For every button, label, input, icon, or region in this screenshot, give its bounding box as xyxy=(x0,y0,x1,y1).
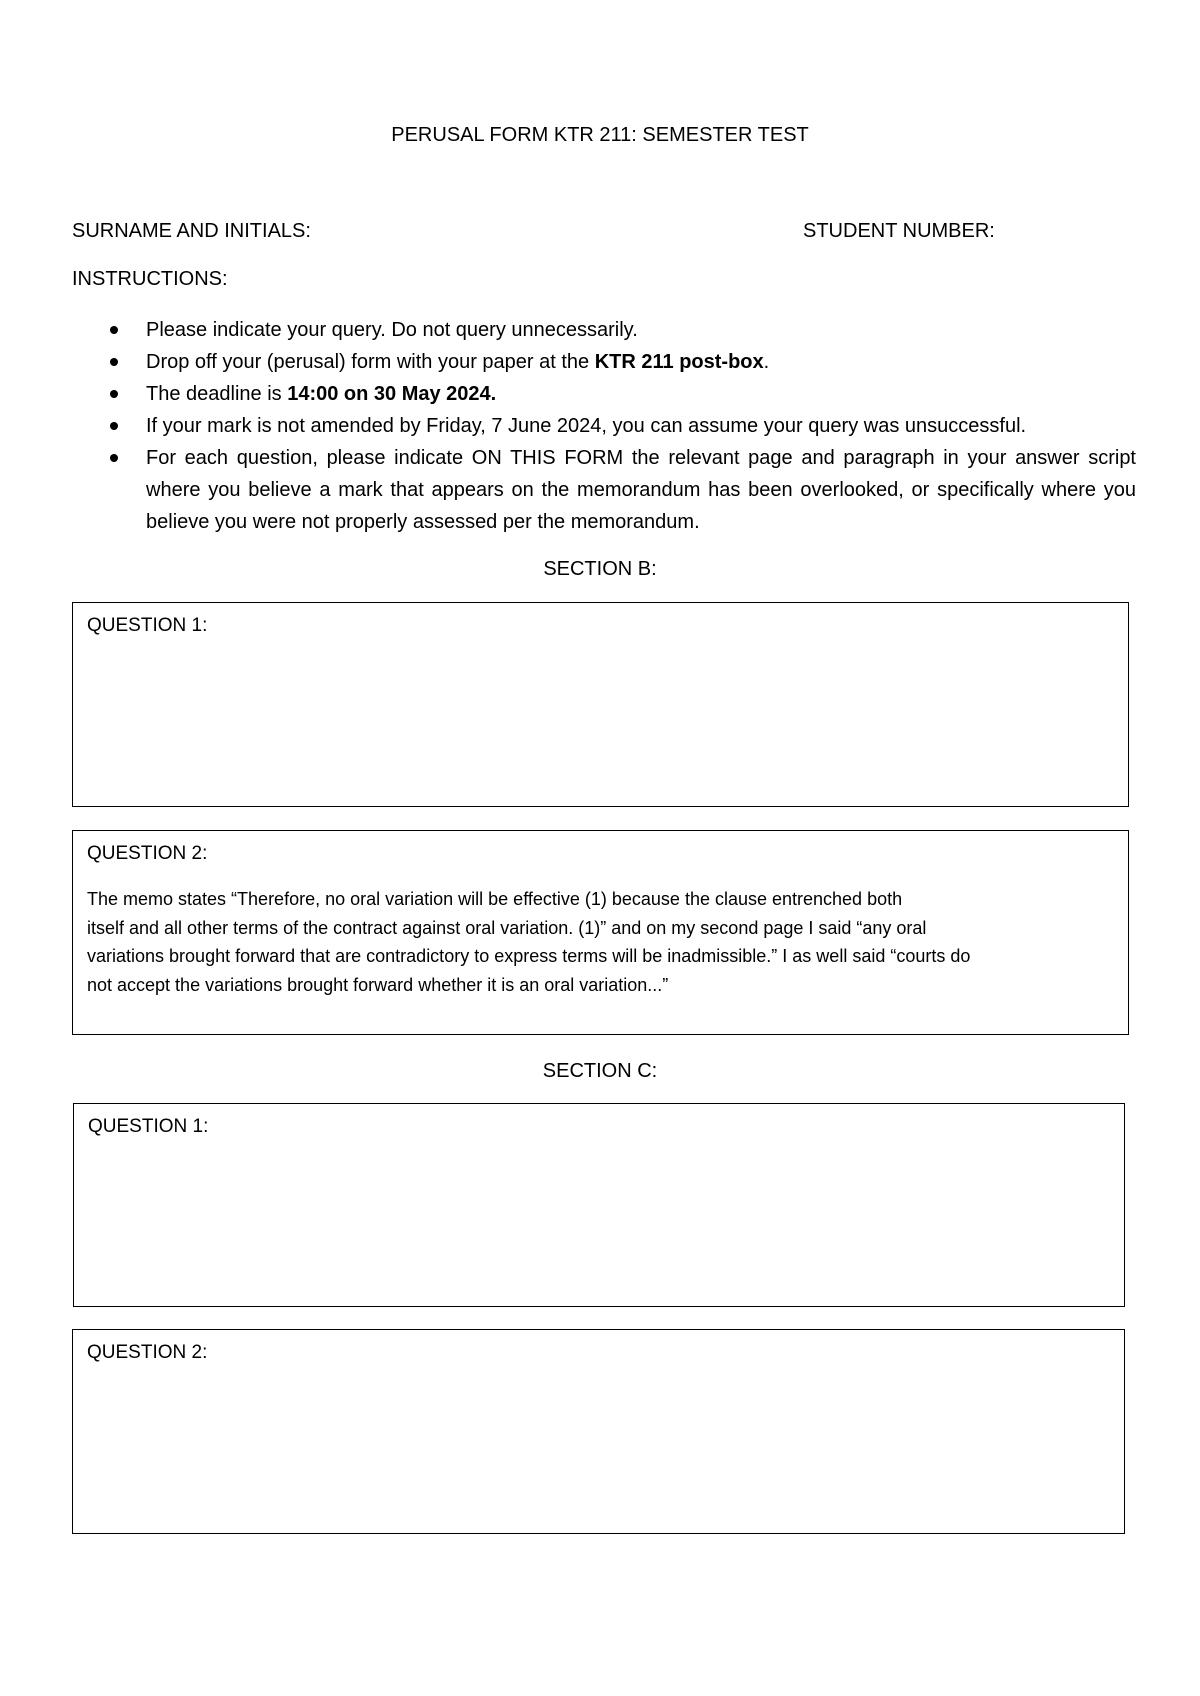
answer-line: not accept the variations brought forward whether it is an oral variation...” xyxy=(87,974,669,995)
answer-line: itself and all other terms of the contract against oral variation. (1)” and on my second page I said “any oral xyxy=(87,917,927,938)
answer-line: The memo states “Therefore, no oral variation will be effective (1) because the clause entrenched both xyxy=(87,889,903,909)
instruction-item: Drop off your (perusal) form with your paper at the KTR 211 post-box. xyxy=(72,346,1136,378)
section-c-question-2-box[interactable] xyxy=(72,1329,1125,1534)
question-label: QUESTION 1: xyxy=(88,1116,209,1137)
instruction-item: The deadline is 14:00 on 30 May 2024. xyxy=(72,378,1136,410)
section-c-question-1-box[interactable] xyxy=(73,1103,1125,1307)
section-c-heading: SECTION C: xyxy=(542,1060,658,1082)
section-b-question-2-box[interactable] xyxy=(72,830,1129,1035)
instructions-label: INSTRUCTIONS: xyxy=(72,268,228,290)
answer-line: variations brought forward that are contradictory to express terms will be inadmissible.” I as well said “courts do xyxy=(87,946,971,966)
instruction-item: If your mark is not amended by Friday, 7 June 2024, you can assume your query was unsuccessful. xyxy=(72,410,1136,442)
section-b-heading: SECTION B: xyxy=(543,558,657,580)
question-label: QUESTION 2: xyxy=(87,843,208,864)
student-number-label: STUDENT NUMBER: xyxy=(803,220,995,242)
page-title: PERUSAL FORM KTR 211: SEMESTER TEST xyxy=(391,124,809,146)
instruction-item: Please indicate your query. Do not query unnecessarily. xyxy=(72,314,1136,346)
answer-text xyxy=(87,885,1087,999)
instruction-item: For each question, please indicate ON THIS FORM the relevant page and paragraph in your answer script where you believe a mark that appears on the memorandum has been overlooked, or specifically where you believe you were not properly assessed per the memorandum. xyxy=(72,442,1136,538)
section-b-question-1-box[interactable] xyxy=(72,602,1129,807)
question-label: QUESTION 1: xyxy=(87,615,208,636)
instructions-list xyxy=(72,314,1136,538)
surname-label: SURNAME AND INITIALS: xyxy=(72,220,311,242)
question-label: QUESTION 2: xyxy=(87,1342,208,1363)
